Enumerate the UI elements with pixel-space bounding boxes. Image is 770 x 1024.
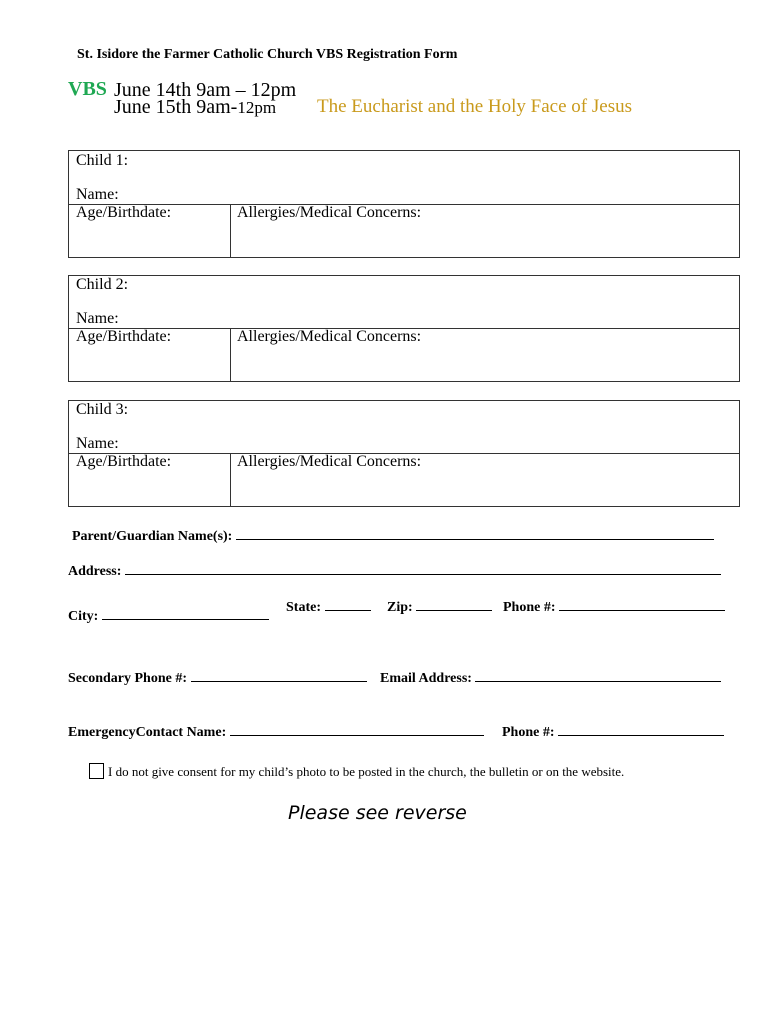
zip-row [387, 596, 492, 616]
emergency-contact-row [68, 721, 484, 741]
zip-input[interactable] [416, 596, 492, 611]
secondary-phone-label: Secondary Phone #: [68, 671, 187, 686]
city-label: City: [68, 609, 99, 624]
address-label: Address: [68, 564, 122, 579]
email-row [380, 667, 721, 687]
address-input[interactable] [125, 560, 721, 575]
divider [230, 328, 231, 381]
child-age-field[interactable]: Age/Birthdate: [76, 453, 172, 470]
child-3-box [68, 400, 740, 507]
state-input[interactable] [325, 596, 371, 611]
emergency-phone-label: Phone #: [502, 725, 555, 740]
child-allergies-field[interactable]: Allergies/Medical Concerns: [237, 204, 422, 221]
vbs-theme: The Eucharist and the Holy Face of Jesus [317, 96, 632, 117]
date-2-end: 12pm [237, 98, 277, 117]
child-age-field[interactable]: Age/Birthdate: [76, 328, 172, 345]
date-line-1: June 14th 9am – 12pm [114, 79, 297, 101]
child-age-field[interactable]: Age/Birthdate: [76, 204, 172, 221]
vbs-label: VBS [68, 78, 107, 100]
state-row [286, 596, 371, 616]
phone-row [503, 596, 725, 616]
phone-input[interactable] [559, 596, 725, 611]
please-see-reverse: Please see reverse [288, 802, 467, 824]
child-label: Child 1: [76, 152, 129, 169]
emergency-phone-input[interactable] [558, 721, 724, 736]
emergency-phone-row [502, 721, 724, 741]
photo-consent-label: I do not give consent for my child’s photo to be posted in the church, the bulletin or on the website. [108, 764, 625, 779]
email-input[interactable] [475, 667, 721, 682]
child-2-box [68, 275, 740, 382]
parent-name-row [72, 525, 714, 545]
child-allergies-field[interactable]: Allergies/Medical Concerns: [237, 328, 422, 345]
photo-consent-checkbox[interactable] [89, 763, 104, 779]
child-1-box [68, 150, 740, 258]
emergency-contact-input[interactable] [230, 721, 484, 736]
zip-label: Zip: [387, 600, 413, 615]
state-label: State: [286, 600, 321, 615]
secondary-phone-input[interactable] [191, 667, 367, 682]
child-name-field[interactable]: Name: [76, 310, 119, 327]
date-line-2 [114, 96, 276, 119]
child-label: Child 2: [76, 276, 129, 293]
child-allergies-field[interactable]: Allergies/Medical Concerns: [237, 453, 422, 470]
address-row [68, 560, 721, 580]
parent-name-input[interactable] [236, 525, 714, 540]
email-label: Email Address: [380, 671, 472, 686]
secondary-phone-row [68, 667, 367, 687]
city-row [68, 605, 269, 625]
divider [230, 453, 231, 506]
child-name-field[interactable]: Name: [76, 435, 119, 452]
emergency-contact-label: EmergencyContact Name: [68, 725, 227, 740]
form-title: St. Isidore the Farmer Catholic Church VBS Registration Form [77, 47, 458, 62]
date-2-main: June 15th 9am- [114, 96, 238, 118]
parent-name-label: Parent/Guardian Name(s): [72, 529, 233, 544]
child-name-field[interactable]: Name: [76, 186, 119, 203]
phone-label: Phone #: [503, 600, 556, 615]
divider [230, 204, 231, 257]
city-input[interactable] [102, 605, 269, 620]
child-label: Child 3: [76, 401, 129, 418]
